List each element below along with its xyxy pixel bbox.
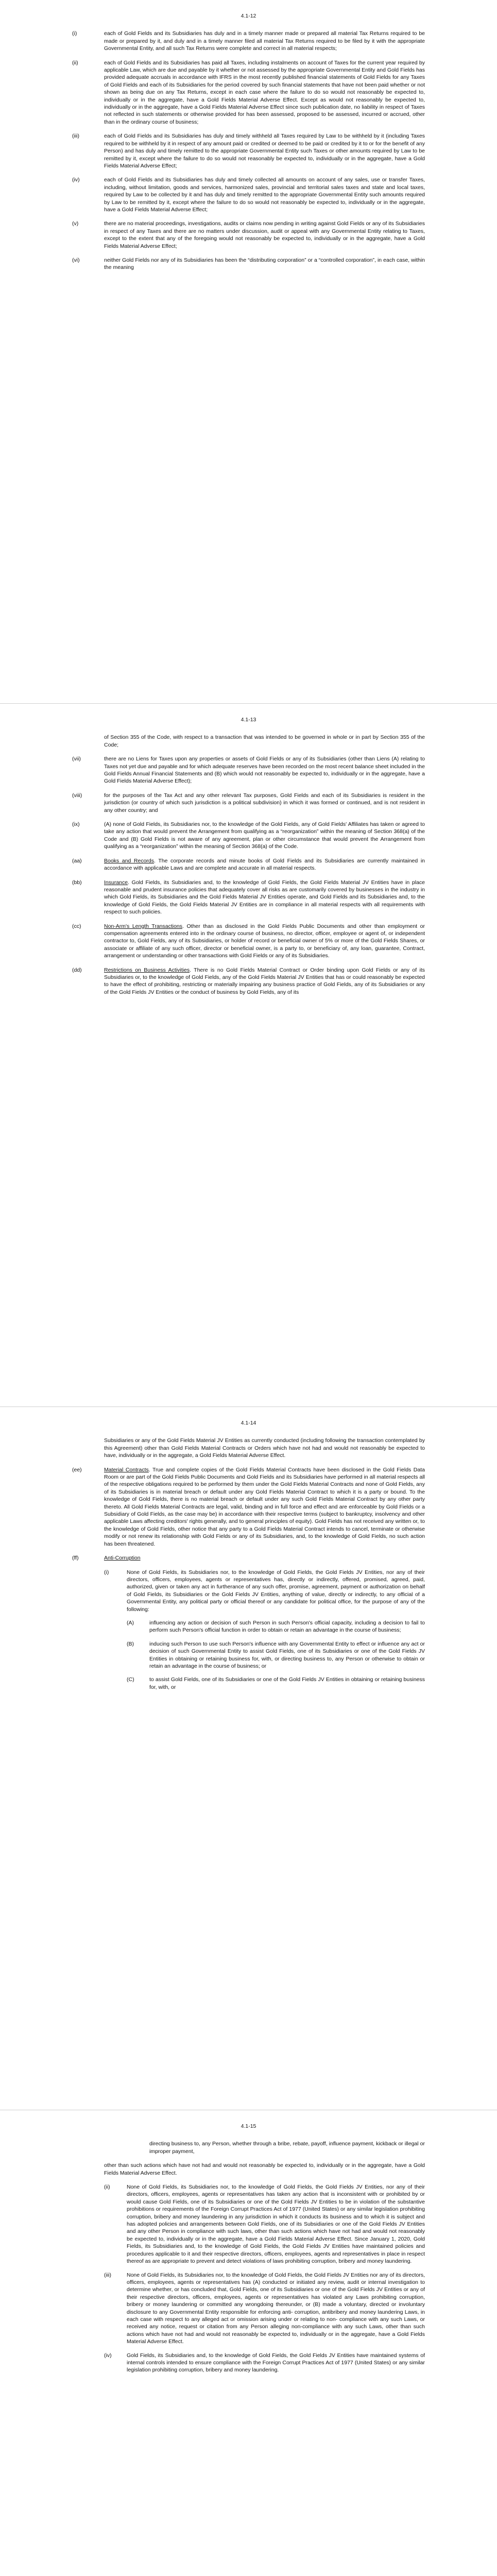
continuation-paragraph: directing business to, any Person, whether through a bribe, rebate, payoff, influence payment, kickback or illegal or improper payment,: [149, 2141, 425, 2155]
section-item: [72, 857, 425, 872]
section-title: Anti-Corruption: [104, 1555, 141, 1562]
document-page-13: [0, 703, 497, 1406]
list-item: [72, 792, 425, 814]
item-text: neither Gold Fields nor any of its Subsidiaries has been the “distributing corporation” or a “controlled corporation”, in each case, within the meaning: [104, 257, 425, 271]
item-label: (iii): [104, 2272, 111, 2278]
continuation-paragraph: Subsidiaries or any of the Gold Fields Material JV Entities as currently conducted (including following the transaction contemplated by this Agreement) other than Gold Fields Material Contracts or Orders which have not had and would not reasonably be expected to have, individually or in the aggregate, a Gold Fields Material Adverse Effect.: [104, 1437, 425, 1459]
list-item: [72, 821, 425, 851]
item-text: None of Gold Fields, its Subsidiaries nor, to the knowledge of Gold Fields, the Gold Fields JV Entities nor any of its directors, officers, employees, agents or representatives has (A) conducted or initiated any review, audit or internal investigation to determine whether, or has concluded that, Gold Fields, one of its Subsidiaries or one of the Gold Fields JV Entities or any of their respective directors, officers, employees, agents or representatives has violated any Laws prohibiting corruption, bribery or money laundering or committed any wrongdoing thereunder, or (B) made a voluntary, directed or involuntary disclosure to any Governmental Entity responsible for enforcing anti- corruption, antibribery and money laundering Laws, in each case with respect to any alleged act or omission arising under or relating to non- compliance with any such Laws, or received any notice, request or citation from any Person alleging non-compliance with any such Laws, other than such actions which have not had and would not reasonably be expected to, individually or in the aggregate, have a Gold Fields Material Adverse Effect.: [127, 2272, 425, 2345]
list-item: [72, 220, 425, 250]
section-title: Insurance: [104, 879, 128, 886]
item-label: (i): [104, 1569, 109, 1575]
sub-list-item: [127, 1640, 425, 1670]
section-item: [72, 1554, 425, 1562]
sub-item-text: to assist Gold Fields, one of its Subsidiaries or one of the Gold Fields JV Entities in obtaining or retaining business for, with, or: [149, 1676, 425, 1690]
section-label: (dd): [72, 967, 82, 973]
item-label: (iv): [104, 2352, 112, 2359]
list-item: [104, 2183, 425, 2265]
item-text: there are no material proceedings, investigations, audits or claims now pending in writing against Gold Fields or any of its Subsidiaries in respect of any Taxes and there are no matters under discussion, audit or appeal with any Governmental Entity relating to Taxes, except to the extent that any of the foregoing would not reasonably be expected to, individually or in the aggregate, have a Gold Fields Material Adverse Effect;: [104, 221, 425, 249]
section-text: [104, 857, 425, 872]
item-text: Gold Fields, its Subsidiaries and, to the knowledge of Gold Fields, the Gold Fields JV Entities have maintained systems of internal controls intended to ensure compliance with the Foreign Corrupt Practices Act of 1977 (United States) or any similar legislation prohibiting corruption, bribery and money laundering.: [127, 2352, 425, 2374]
section-text: [104, 1554, 425, 1562]
sub-item-label: (A): [127, 1619, 134, 1626]
list-item: [72, 132, 425, 170]
section-title: Non-Arm's Length Transactions: [104, 923, 183, 929]
item-text: each of Gold Fields and its Subsidiaries has duly and timely collected all amounts on account of any sales, use or transfer Taxes, including, without limitation, goods and services, harmonized sales, provincial and territorial sales taxes and state and local taxes, required by Law to be collected by it and has duly and timely remitted to the appropriate Governmental Entity such amounts required by Law to be remitted by it, except where the failure to do so would not reasonably be expected to, individually or in the aggregate, have a Gold Fields Material Adverse Effect;: [104, 177, 425, 213]
item-label: (iii): [72, 133, 79, 140]
page-number: 4.1-12: [241, 13, 256, 19]
item-label: (ii): [104, 2184, 110, 2191]
section-item: [72, 1466, 425, 1548]
item-text: None of Gold Fields, its Subsidiaries nor, to the knowledge of Gold Fields, the Gold Fields JV Entities, nor any of their directors, officers, employees, agents or representatives has, directly or indirectly, offered, promised, agreed, paid, authorized, given or taken any act in furtherance of any such offer, promise, agreement, payment or authorization on behalf of Gold Fields, its Subsidiaries or the Gold Fields JV Entities, anything of value, directly or indirectly, to any official of a Governmental Entity, any political party or official thereof or any candidate for political office, for the purpose of any of the following:: [127, 1569, 425, 1613]
list-item: [104, 2352, 425, 2374]
sub-list-item: [127, 1676, 425, 1691]
item-text: (A) none of Gold Fields, its Subsidiaries nor, to the knowledge of the Gold Fields, any of Gold Fields' Affiliates has taken or agreed to take any action that would prevent the Arrangement from qualifying as a “reorganization” within the meaning of Section 368(a) of the Code and (B) Gold Fields is not aware of any agreement, plan or other circumstance that would prevent the Arrangement from qualifying as a “reorganization” within the meaning of Section 368(a) of the Code.: [104, 821, 425, 850]
list-item: [72, 755, 425, 785]
page-number: 4.1-14: [241, 1420, 256, 1426]
section-body: . Other than as disclosed in the Gold Fields Public Documents and other than employment or compensation agreements entered into in the ordinary course of business, no director, officer, employee or agent of, or independent contractor to, Gold Fields, any of its Subsidiaries, or holder of record or beneficial owner of 5% or more of the Gold Fields Shares, or associate or affiliate of any such officer, director or beneficial owner, is a party to, or beneficiary of, any loan, guarantee, Contract, arrangement or understanding or other transactions with Gold Fields or any of its Subsidiaries.: [104, 923, 425, 959]
item-text: each of Gold Fields and its Subsidiaries has paid all Taxes, including instalments on account of Taxes for the current year required by applicable Law, which are due and payable by it whether or not assessed by the appropriate Governmental Entity and Gold Fields has provided adequate accruals in accordance with IFRS in the most recently published financial statements of Gold Fields for any Taxes of Gold Fields and each of its Subsidiaries for the period covered by such financial statements that have not been paid whether or not shown as being due on any Tax Returns, except in each case where the failure to do so would not reasonably be expected to, individually or in the aggregate, have a Gold Fields Material Adverse Effect. Except as would not reasonably be expected to, individually or in the aggregate, have a Gold Fields Material Adverse Effect since such publication date, no liability in respect of Taxes not reflected in such statements or otherwise provided for has been assessed, proposed to be assessed, incurred or accrued, other than in the ordinary course of business;: [104, 59, 425, 125]
section-body: . Gold Fields, its Subsidiaries and, to the knowledge of Gold Fields, the Gold Fields Material JV Entities have in place reasonable and prudent insurance policies that adequately cover all risks as are customarily covered by businesses in the industry in which Gold Fields, its Subsidiaries and the Gold Fields Material JV Entities operate, and Gold Fields and its Subsidiaries and, to the knowledge of Gold Fields, the Gold Fields Material JV Entities are in compliance in all material respects with all requirements with respect to such policies.: [104, 879, 425, 916]
list-item: [72, 59, 425, 126]
section-label: (ee): [72, 1466, 82, 1473]
list-item: [104, 2272, 425, 2346]
item-label: (v): [72, 221, 79, 227]
section-label: (aa): [72, 857, 82, 864]
sub-list-item: [127, 1619, 425, 1634]
section-item: [72, 967, 425, 996]
document-page-14: [0, 1406, 497, 2110]
item-text: each of Gold Fields and its Subsidiaries has duly and timely withheld all Taxes required by Law to be withheld by it (including Taxes required to be withheld by it in respect of any amount paid or credited or deemed to be paid or credited by it to or for the benefit of any Person) and has duly and timely remitted to the appropriate Governmental Entity such Taxes or other amounts required by Law to be remitted by it, except where the failure to do so would not reasonably be expected to, individually or in the aggregate, have a Gold Fields Material Adverse Effect;: [104, 133, 425, 169]
section-label: (ff): [72, 1555, 79, 1562]
section-label: (bb): [72, 879, 82, 886]
section-title: Books and Records: [104, 857, 155, 864]
item-text: for the purposes of the Tax Act and any other relevant Tax purposes, Gold Fields and each of its Subsidiaries is resident in the jurisdiction (or country of which such jurisdiction is a political subdivision) in which it was formed or continued, and is not resident in any other country; and: [104, 792, 425, 814]
list-item: [72, 176, 425, 213]
section-body: . The corporate records and minute books of Gold Fields and its Subsidiaries are currently maintained in accordance with applicable Laws and are complete and accurate in all material respects.: [104, 857, 425, 872]
continuation-paragraph: other than such actions which have not had and would not reasonably be expected to, individually or in the aggregate, have a Gold Fields Material Adverse Effect.: [104, 2162, 425, 2176]
item-label: (iv): [72, 177, 80, 183]
document-page-12: [0, 0, 497, 703]
item-text: None of Gold Fields, its Subsidiaries nor, to the knowledge of Gold Fields, the Gold Fields JV Entities, nor any of their directors, officers, employees, agents or representatives has taken any action that is inconsistent with or prohibited by or would cause Gold Fields, one of its Subsidiaries or one of the Gold Fields JV Entities to be in violation of the substantive prohibitions or requirements of the Foreign Corrupt Practices Act of 1977 (United States) or any similar legislation prohibiting corruption, bribery and money laundering in any jurisdiction in which it conducts its business and to which it is subject and has adopted policies and arrangements between Gold Fields, one of its Subsidiaries or one of the Gold Fields JV Entities and any other Person in compliance with such laws, other than such actions which have not had and would not reasonably be expected to, individually or in the aggregate, have a Gold Fields Material Adverse Effect. Since January 1, 2020, Gold Fields, its Subsidiaries and, to the knowledge of Gold Fields, the Gold Fields JV Entities have maintained policies and procedures applicable to it and their respective directors, officers, employees, agents and representatives in place in respect thereof as are appropriate to prevent and detect violations of laws prohibiting corruption, bribery and money laundering.: [127, 2184, 425, 2265]
page-number: 4.1-13: [241, 717, 256, 723]
section-text: [104, 923, 425, 960]
section-body: . There is no Gold Fields Material Contract or Order binding upon Gold Fields or any of its Subsidiaries or, to the knowledge of Gold Fields, any of the Gold Fields Material JV Entities that has or could reasonably be expected to have the effect of prohibiting, restricting or materially impairing any business practice of Gold Fields, any of its Subsidiaries or any of the Gold Fields JV Entities or the conduct of business by Gold Fields, any of its: [104, 967, 425, 995]
sub-item-label: (B): [127, 1640, 134, 1647]
sub-item-label: (C): [127, 1676, 134, 1683]
item-text: each of Gold Fields and its Subsidiaries has duly and in a timely manner made or prepared all material Tax Returns required to be made or prepared by it, and duly and in a timely manner filed all material Tax Returns required to be filed by it with the appropriate Governmental Entity, and all such Tax Returns were complete and correct in all material respects;: [104, 30, 425, 52]
sub-item-text: influencing any action or decision of such Person in such Person's official capacity, including a decision to fail to perform such Person's official function in order to obtain or retain an advantage in the course of business;: [149, 1619, 425, 1634]
item-text: there are no Liens for Taxes upon any properties or assets of Gold Fields or any of its Subsidiaries (other than Liens (A) relating to Taxes not yet due and payable and for which adequate reserves have been recorded on the most recent balance sheet included in the Gold Fields Annual Financial Statements and (B) which would not reasonably be expected to, individually or in the aggregate, have a Gold Fields Material Adverse Effect);: [104, 756, 425, 785]
section-text: [104, 1466, 425, 1548]
section-item: [72, 879, 425, 916]
section-title: Material Contracts: [104, 1466, 149, 1473]
item-label: (i): [72, 30, 77, 37]
continuation-paragraph: of Section 355 of the Code, with respect to a transaction that was intended to be governed in whole or in part by Section 355 of the Code;: [104, 734, 425, 748]
sub-item-text: inducing such Person to use such Person's influence with any Governmental Entity to effect or influence any act or decision of such Governmental Entity to assist Gold Fields, one of its Subsidiaries or one of the Gold Fields JV Entities in obtaining or retaining business for, with, or directing business to, any Person or otherwise to obtain or retain an advantage in the course of business; or: [149, 1640, 425, 1669]
section-title: Restrictions on Business Activities: [104, 967, 190, 973]
page-number: 4.1-15: [241, 2123, 256, 2129]
section-text: [104, 967, 425, 996]
section-label: (cc): [72, 923, 81, 929]
section-text: [104, 879, 425, 916]
document-page-15: [0, 2110, 497, 2576]
list-item: [72, 30, 425, 52]
item-label: (vi): [72, 257, 80, 263]
item-label: (viii): [72, 792, 82, 799]
item-label: (ii): [72, 59, 78, 66]
section-item: [72, 923, 425, 960]
item-label: (vii): [72, 756, 81, 762]
item-label: (ix): [72, 821, 80, 828]
list-item: [104, 1569, 425, 1613]
list-item: [72, 257, 425, 272]
section-body: . True and complete copies of the Gold Fields Material Contracts have been disclosed in the Gold Fields Data Room or are part of the Gold Fields Public Documents and Gold Fields and its Subsidiaries have performed in all material respects all of the respective obligations required to be performed by them under the Gold Fields Material Contracts and none of Gold Fields, any of its Subsidiaries is in material breach or default under any Gold Fields Material Contract to which it is a party or bound. To the knowledge of Gold Fields, there is no material breach or default under any such Gold Fields Material Contract by any other party thereto. All Gold Fields Material Contracts are legal, valid, binding and in full force and effect and are enforceable by Gold Fields or a Subsidiary of Gold Fields, as the case may be) in accordance with their respective terms (subject to bankruptcy, insolvency and other applicable Laws affecting creditors' rights generally, and to general principles of equity). Gold Fields has not received any written or, to the knowledge of Gold Fields, other notice that any party to a Gold Fields Material Contract intends to cancel, terminate or otherwise modify or not renew its relationship with Gold Fields or any of its Subsidiaries, and, to the knowledge of Gold Fields, no such action has been threatened.: [104, 1466, 425, 1547]
